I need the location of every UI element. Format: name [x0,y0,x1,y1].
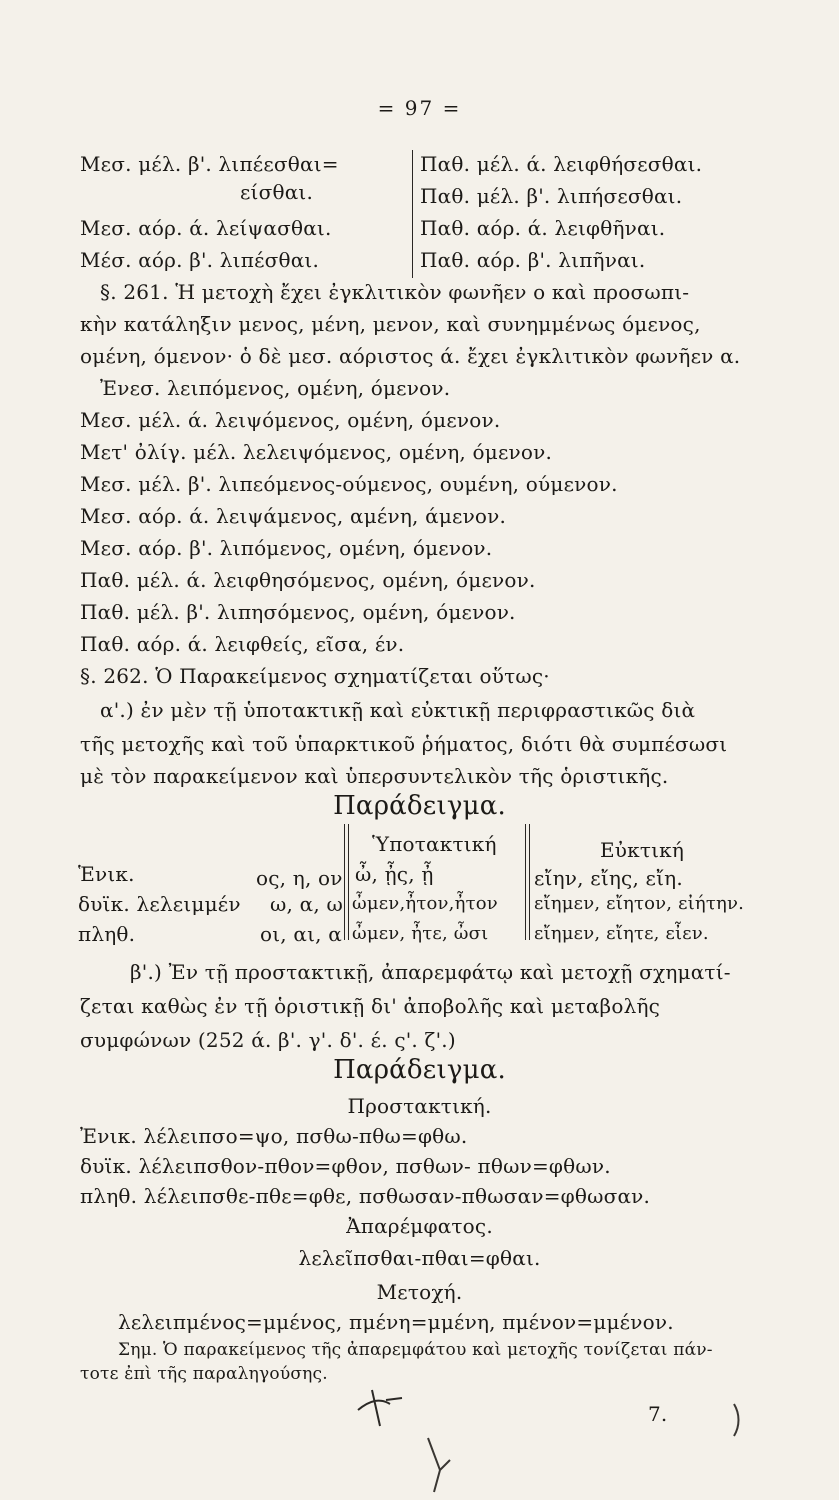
ink-smudge [420,1430,460,1500]
mood-divider-1b [348,824,349,940]
mood-divider-2 [525,824,526,940]
mood-row-3-subj: ὦμεν, ἦτε, ὦσι [352,923,489,944]
sb-line-1: β'.) Ἐν τῇ προστακτικῇ, ἀπαρεμφάτῳ καὶ μετοχῇ σχηματί- [130,960,731,984]
sb-line-2: ζεται καθὼς ἐν τῇ ὁριστικῇ δι' ἀποβολῆς καὶ μεταβολῆς [80,994,661,1018]
page-number: = 97 = [377,96,462,120]
participle-line: λελειπμένος=μμένος, πμένη=μμένη, πμένον=μμένον. [118,1310,674,1334]
mood-row-2-opt: εἴημεν, εἴητον, εἰήτην. [534,893,745,914]
conj-right-2: Παθ. μέλ. β'. λιπήσεσθαι. [420,184,683,208]
table-divider [412,150,413,278]
mood-row-1-subj: ὦ, ᾖς, ᾖ [355,862,434,886]
imperative-heading: Προστακτική. [347,1094,492,1118]
mood-header-subj: Ὑποτακτική [372,832,497,856]
conj-right-3: Παθ. αόρ. ά. λειφθῆναι. [420,216,666,240]
s261-line-4: Ἐνεσ. λειπόμενος, ομένη, όμενον. [100,376,451,400]
conj-left-2: είσθαι. [240,180,314,204]
mood-divider-1 [344,824,345,940]
infinitive-line: λελεῖπσθαι-πθαι=φθαι. [298,1246,541,1270]
mood-divider-2b [529,824,530,940]
handwritten-mark [350,1380,420,1430]
mood-row-3-participle: οι, αι, α [260,922,342,946]
imperative-line-1: Ἐνικ. λέλειπσο=ψο, πσθω-πθω=φθω. [80,1124,468,1148]
s262-line-2: α'.) ἐν μὲν τῇ ὑποτακτικῇ καὶ εὐκτικῇ περιφραστικῶς διὰ [100,698,696,722]
margin-bracket [728,1400,748,1440]
s262-line-3: τῆς μετοχῆς καὶ τοῦ ὑπαρκτικοῦ ῥήματος, διότι θὰ συμπέσωσι [80,732,728,756]
s261-line-7: Μεσ. μέλ. β'. λιπεόμενος-ούμενος, ουμένη, ούμενον. [80,472,618,496]
s261-line-8: Μεσ. αόρ. ά. λειψάμενος, αμένη, άμενον. [80,504,507,528]
s261-line-6: Μετ' ὀλίγ. μέλ. λελειψόμενος, ομένη, όμενον. [80,440,553,464]
mood-row-3-opt: εἴημεν, εἴητε, εἶεν. [534,923,709,944]
mood-row-1-label: Ἑνικ. [78,862,135,886]
s262-line-1: §. 262. Ὁ Παρακείμενος σχηματίζεται οὕτως· [80,664,550,688]
sb-line-3: συμφώνων (252 ά. β'. γ'. δ'. έ. ς'. ζ'.) [80,1028,456,1052]
mood-row-2-subj: ὦμεν,ἦτον,ἦτον [352,893,498,914]
mood-header-opt: Εὐκτική [600,838,685,862]
s261-line-2: κὴν κατάληξιν μενος, μένη, μενον, καὶ συνημμένως όμενος, [80,312,701,336]
imperative-line-3: πληθ. λέλειπσθε-πθε=φθε, πσθωσαν-πθωσαν=φθωσαν. [80,1184,651,1208]
conj-right-1: Παθ. μέλ. ά. λειφθήσεσθαι. [420,152,703,176]
example-heading-2: Παράδειγμα. [333,1055,506,1085]
s261-line-10: Παθ. μέλ. ά. λειφθησόμενος, ομένη, όμενον. [80,568,536,592]
s261-line-9: Μεσ. αόρ. β'. λιπόμενος, ομένη, όμενον. [80,536,493,560]
mood-row-3-label: πληθ. [78,922,136,946]
mood-row-1-participle: ος, η, ον [256,866,343,890]
conj-right-4: Παθ. αόρ. β'. λιπῆναι. [420,248,646,272]
mood-row-2-label: δυϊκ. λελειμμέν [78,892,241,916]
participle-heading: Μετοχή. [376,1280,463,1304]
s261-line-3: ομένη, όμενον· ὁ δὲ μεσ. αόριστος ά. ἔχει ἐγκλιτικὸν φωνῆεν α. [80,344,741,368]
example-heading-1: Παράδειγμα. [333,791,506,821]
s261-line-1: §. 261. Ἡ μετοχὴ ἔχει ἐγκλιτικὸν φωνῆεν ο καὶ προσωπι- [100,280,690,304]
mood-row-2-participle: ω, α, ω [270,892,343,916]
footer-mark: 7. [648,1402,668,1426]
mood-row-1-opt: εἴην, εἴης, εἴη. [534,866,683,890]
s261-line-11: Παθ. μέλ. β'. λιπησόμενος, ομένη, όμενον. [80,600,516,624]
note-line-1: Σημ. Ὁ παρακείμενος τῆς ἀπαρεμφάτου καὶ μετοχῆς τονίζεται πάν- [118,1340,713,1360]
conj-left-4: Μέσ. αόρ. β'. λιπέσθαι. [80,248,320,272]
s261-line-5: Μεσ. μέλ. ά. λειψόμενος, ομένη, όμενον. [80,408,501,432]
s262-line-4: μὲ τὸν παρακείμενον καὶ ὑπερσυντελικὸν τῆς ὁριστικῆς. [80,764,669,788]
imperative-line-2: δυϊκ. λέλειπσθον-πθον=φθον, πσθων- πθων=φθων. [80,1154,611,1178]
note-line-2: τοτε ἐπὶ τῆς παραληγούσης. [80,1364,328,1384]
conj-left-1: Μεσ. μέλ. β'. λιπέεσθαι= [80,152,339,176]
s261-line-12: Παθ. αόρ. ά. λειφθείς, εῖσα, έν. [80,632,405,656]
infinitive-heading: Ἀπαρέμφατος. [346,1214,493,1238]
conj-left-3: Μεσ. αόρ. ά. λείψασθαι. [80,216,332,240]
